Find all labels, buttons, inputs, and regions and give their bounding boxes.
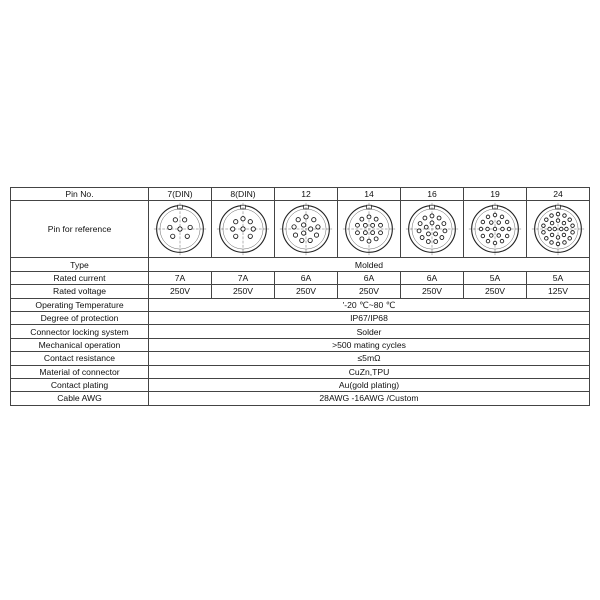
pin-contact [231,227,235,231]
pin-contact [417,229,421,233]
pin-contact [430,214,434,218]
pin-contact [309,227,313,231]
spec-row [11,392,590,405]
rated-current-cell: 7A [149,271,212,284]
pin-cell [527,201,590,258]
pin-contact [423,216,427,220]
col-header: 19 [464,188,527,201]
pin-contact [367,240,371,244]
pin-contact [363,224,367,228]
pin-contact [300,239,304,243]
pin-contact [505,221,509,225]
pin-contact [497,221,501,225]
spec-value: 28AWG -16AWG /Custom [149,392,590,405]
pin-contact [356,231,360,235]
rated-voltage-cell: 125V [527,285,590,298]
pin-contact [434,232,438,236]
pin-contact [426,232,430,236]
pin-contact [486,215,490,219]
pin-contact [568,218,572,222]
rated-current-cell: 5A [527,271,590,284]
pin-contact [493,228,497,232]
pin-contact [565,228,569,232]
pin-contact [493,214,497,218]
pin-contact [563,214,567,218]
pin-contact [571,224,575,228]
pin-contact [493,242,497,246]
rated-current-cell: 5A [464,271,527,284]
pin-contact [500,240,504,244]
spec-value: '-20 ℃~80 ℃ [149,298,590,311]
col-header: 16 [401,188,464,201]
pin-contact [556,243,560,247]
spec-value: >500 mating cycles [149,338,590,351]
spec-row [11,311,590,324]
pin-cell [212,201,275,258]
pin-contact [426,240,430,244]
7-pin-din-diagram [152,201,208,257]
pin-contact [308,239,312,243]
pin-cell [464,201,527,258]
pin-contact [379,224,383,228]
pin-contact [489,234,493,238]
pin-contact [437,216,441,220]
spec-value: Solder [149,325,590,338]
spec-label: Cable AWG [11,392,149,405]
pin-contact [542,224,546,228]
spec-row [11,325,590,338]
pin-contact [188,226,192,230]
pin-contact [304,215,308,219]
spec-label: Connector locking system [11,325,149,338]
pin-contact [296,218,300,222]
rated-current-cell: 6A [338,271,401,284]
pin-contact [545,237,549,241]
pin-cell [338,201,401,258]
connector-spec-table [10,187,590,406]
pin-contact [374,218,378,222]
pin-contact [430,221,434,225]
pin-contact [542,231,546,235]
pin-reference-row [11,201,590,258]
pin-contact [248,235,252,239]
spec-row [11,378,590,391]
spec-label: Operating Temperature [11,298,149,311]
pin-contact [443,229,447,233]
pin-contact [559,228,563,232]
pin-contact [168,226,172,230]
pin-contact [251,227,255,231]
pin-contact [316,225,320,229]
pin-contact [173,218,177,222]
rated-voltage-cell: 250V [149,285,212,298]
rated-current-cell: 7A [212,271,275,284]
pin-contact [545,218,549,222]
rated-current-label: Rated current [11,271,149,284]
pin-contact [479,228,483,232]
col-header: 8(DIN) [212,188,275,201]
pin-contact [292,225,296,229]
pin-contact [550,241,554,245]
header-row [11,188,590,201]
pin-contact [312,218,316,222]
spec-label: Material of connector [11,365,149,378]
pin-contact [562,234,566,238]
spec-label: Contact plating [11,378,149,391]
pin-contact [371,224,375,228]
pin-contact [571,231,575,235]
pin-contact [171,235,175,239]
pin-contact [442,222,446,226]
pin-contact [489,221,493,225]
pin-contact [302,231,306,235]
pin-contact [562,222,566,226]
pin-contact [556,236,560,240]
pin-contact [556,219,560,223]
col-header: 12 [275,188,338,201]
spec-value: ≤5mΩ [149,352,590,365]
spec-row [11,298,590,311]
col-header: 7(DIN) [149,188,212,201]
pin-contact [434,240,438,244]
rated-current-cell: 6A [401,271,464,284]
rated-voltage-cell: 250V [212,285,275,298]
pin-contact [314,233,318,237]
rated-voltage-cell: 250V [338,285,401,298]
type-label: Type [11,258,149,271]
pin-contact [185,235,189,239]
pin-contact [360,218,364,222]
19-pin-diagram [467,201,523,257]
pin-contact [440,236,444,240]
pin-contact [500,215,504,219]
pin-contact [234,220,238,224]
pin-contact [241,217,245,221]
spec-row [11,365,590,378]
pin-contact [420,236,424,240]
pin-contact [505,235,509,239]
rated-voltage-cell: 250V [401,285,464,298]
spec-label: Contact resistance [11,352,149,365]
col-header: 24 [527,188,590,201]
16-pin-diagram [404,201,460,257]
pin-contact [379,231,383,235]
pin-contact [507,228,511,232]
pin-contact [486,240,490,244]
rated-current-row [11,271,590,284]
24-pin-diagram [530,201,586,257]
pin-contact [497,234,501,238]
pin-contact [248,220,252,224]
pin-contact [501,228,505,232]
pin-contact [183,218,187,222]
spec-value: IP67/IP68 [149,311,590,324]
pin-contact [356,224,360,228]
header-label: Pin No. [11,188,149,201]
pin-contact [550,234,554,238]
pin-contact [241,227,245,231]
pin-contact [556,213,560,217]
pin-contact [548,228,552,232]
pin-contact [553,228,557,232]
pin-contact [550,214,554,218]
pin-contact [302,223,306,227]
rated-voltage-cell: 250V [275,285,338,298]
pin-contact [568,237,572,241]
pin-contact [424,226,428,230]
pin-contact [550,222,554,226]
pin-contact [293,233,297,237]
rated-current-cell: 6A [275,271,338,284]
spec-label: Degree of protection [11,311,149,324]
pin-contact [178,227,182,231]
pin-contact [367,215,371,219]
pin-contact [363,231,367,235]
12-pin-diagram [278,201,334,257]
pin-contact [234,235,238,239]
pin-contact [360,237,364,241]
rated-voltage-row [11,285,590,298]
pin-contact [418,222,422,226]
pin-ref-label: Pin for reference [11,201,149,258]
pin-contact [486,228,490,232]
pin-cell [275,201,338,258]
col-header: 14 [338,188,401,201]
pin-contact [481,235,485,239]
pin-contact [371,231,375,235]
pin-contact [481,221,485,225]
pin-cell [401,201,464,258]
type-row [11,258,590,271]
8-pin-din-diagram [215,201,271,257]
pin-contact [374,237,378,241]
rated-voltage-label: Rated voltage [11,285,149,298]
spec-row [11,338,590,351]
14-pin-diagram [341,201,397,257]
pin-contact [436,226,440,230]
pin-cell [149,201,212,258]
spec-value: CuZn,TPU [149,365,590,378]
type-value: Molded [149,258,590,271]
rated-voltage-cell: 250V [464,285,527,298]
pin-contact [563,241,567,245]
spec-row [11,352,590,365]
spec-label: Mechanical operation [11,338,149,351]
spec-value: Au(gold plating) [149,378,590,391]
